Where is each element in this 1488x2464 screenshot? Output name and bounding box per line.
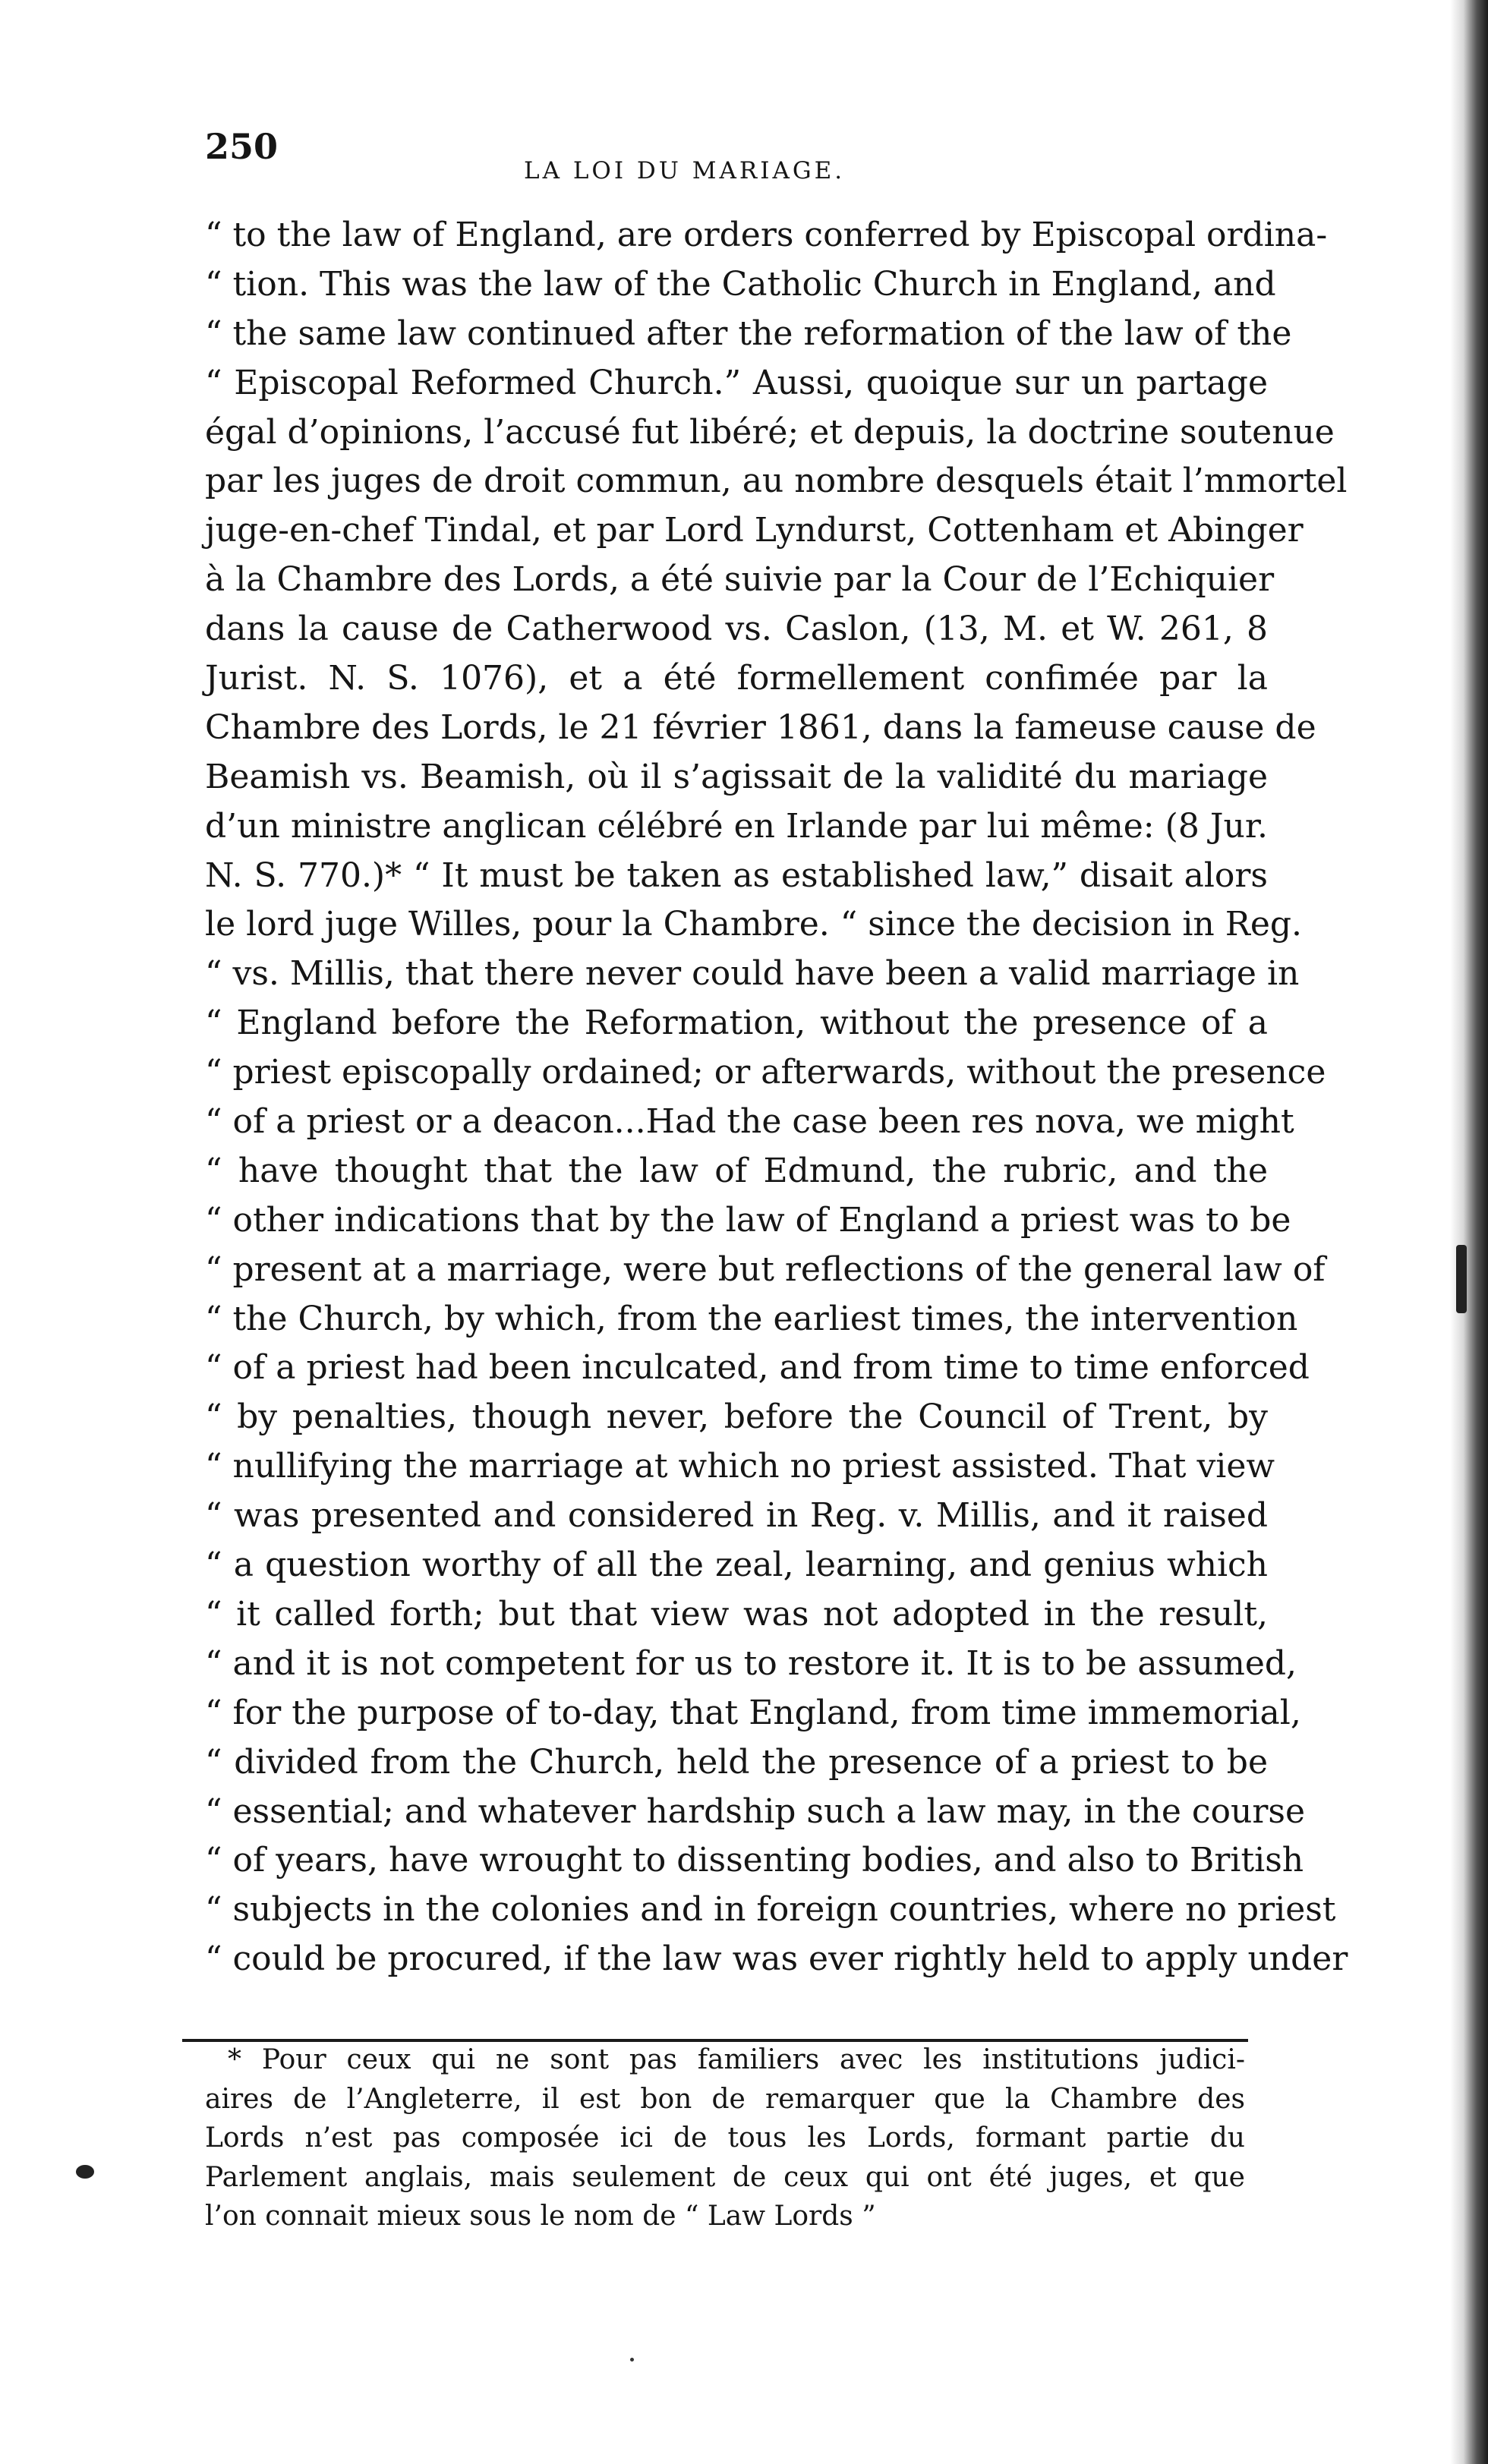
footnote-line: * Pour ceux qui ne sont pas familiers avec les institutions judici-	[228, 2044, 1245, 2075]
footnote-line: Parlement anglais, mais seulement de ceux qui ont été juges, et que	[205, 2161, 1245, 2193]
main-text	[205, 211, 1348, 1984]
text-line: “ have thought that the law of Edmund, the rubric, and the	[205, 1151, 1268, 1190]
text-line: “ by penalties, though never, before the Council of Trent, by	[205, 1397, 1268, 1437]
page-number: 250	[205, 126, 279, 167]
text-line: Chambre des Lords, le 21 février 1861, dans la fameuse cause de	[205, 707, 1316, 747]
ink-dot	[630, 2358, 634, 2362]
text-line: N. S. 770.)* “ It must be taken as established law,” disait alors	[205, 855, 1268, 895]
text-line: “ the Church, by which, from the earliest times, the intervention	[205, 1299, 1298, 1338]
text-line: juge-en-chef Tindal, et par Lord Lyndurst, Cottenham et Abinger	[205, 511, 1304, 550]
footnote-line: aires de l’Angleterre, il est bon de remarquer que la Chambre des	[205, 2083, 1245, 2115]
text-line: dans la cause de Catherwood vs. Caslon, (13, M. et W. 261, 8	[205, 610, 1268, 649]
text-line: “ to the law of England, are orders conferred by Episcopal ordina-	[205, 216, 1328, 254]
text-line: “ could be procured, if the law was ever rightly held to apply under	[205, 1939, 1348, 1979]
footnote-line: Lords n’est pas composée ici de tous les Lords, formant partie du	[205, 2122, 1245, 2154]
text-line: “ a question worthy of all the zeal, learning, and genius which	[205, 1546, 1268, 1585]
text-line: “ present at a marriage, were but reflections of the general law of	[205, 1249, 1326, 1289]
footnote	[205, 2040, 1245, 2236]
text-line: à la Chambre des Lords, a été suivie par la Cour de l’Echiquier	[205, 560, 1275, 600]
running-head: LA LOI DU MARIAGE.	[524, 157, 846, 184]
page-edge-shadow	[1450, 0, 1488, 2464]
text-line: “ the same law continued after the reformation of the law of the	[205, 314, 1292, 353]
text-line: “ England before the Reformation, without the presence of a	[205, 1004, 1268, 1043]
text-line: égal d’opinions, l’accusé fut libéré; et depuis, la doctrine soutenue	[205, 412, 1335, 452]
text-line: “ for the purpose of to-day, that England, from time immemorial,	[205, 1693, 1301, 1732]
text-line: le lord juge Willes, pour la Chambre. “ since the decision in Reg.	[205, 905, 1303, 944]
text-line: “ essential; and whatever hardship such a law may, in the course	[205, 1791, 1305, 1831]
text-line: “ was presented and considered in Reg. v. Millis, and it raised	[205, 1496, 1268, 1536]
text-line: “ nullifying the marriage at which no priest assisted. That view	[205, 1447, 1275, 1486]
text-line: “ Episcopal Reformed Church.” Aussi, quoique sur un partage	[205, 363, 1268, 402]
text-line: d’un ministre anglican célébré en Irlande par lui même: (8 Jur.	[205, 806, 1268, 846]
text-line: “ and it is not competent for us to restore it. It is to be assumed,	[205, 1643, 1297, 1683]
text-line: “ it called forth; but that view was not adopted in the result,	[205, 1594, 1268, 1634]
text-line: “ priest episcopally ordained; or afterwards, without the presence	[205, 1053, 1326, 1092]
text-line: Beamish vs. Beamish, où il s’agissait de la validité du mariage	[205, 757, 1268, 796]
text-line: “ of years, have wrought to dissenting bodies, and also to British	[205, 1841, 1304, 1880]
text-line: “ other indications that by the law of England a priest was to be	[205, 1200, 1291, 1240]
text-line: “ of a priest had been inculcated, and from time to time enforced	[205, 1348, 1310, 1388]
binding-mark	[1456, 1245, 1467, 1313]
ink-blot	[76, 2165, 94, 2179]
text-line: “ subjects in the colonies and in foreign countries, where no priest	[205, 1890, 1336, 1930]
text-line: “ divided from the Church, held the presence of a priest to be	[205, 1742, 1268, 1782]
text-line: “ vs. Millis, that there never could have been a valid marriage in	[205, 954, 1300, 994]
footnote-line: l’on connait mieux sous le nom de “ Law Lords ”	[205, 2201, 876, 2232]
text-line: “ tion. This was the law of the Catholic Church in England, and	[205, 264, 1276, 304]
text-line: “ of a priest or a deacon...Had the case been res nova, we might	[205, 1102, 1294, 1142]
text-line: par les juges de droit commun, au nombre desquels était l’mmortel	[205, 462, 1348, 501]
text-line: Jurist. N. S. 1076), et a été formellement confimée par la	[205, 659, 1268, 698]
